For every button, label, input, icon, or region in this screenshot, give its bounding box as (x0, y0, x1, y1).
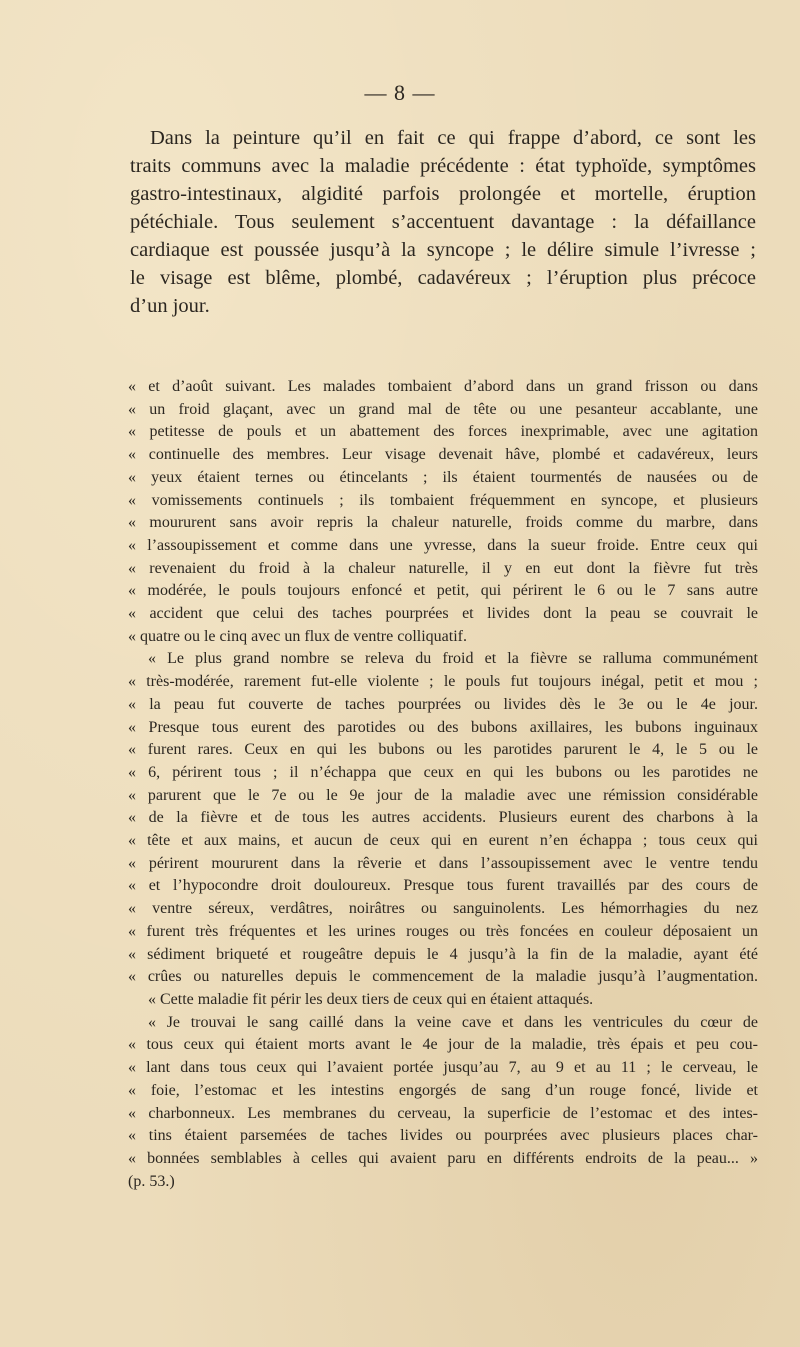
quote-line: « de la fièvre et de tous les autres accidents. Plusieurs eurent des charbons à la (128, 809, 758, 827)
quote-line: « sédiment briqueté et rougeâtre depuis le 4 jusqu’à la fin de la maladie, ayant été (128, 945, 758, 963)
quote-line: « moururent sans avoir repris la chaleur naturelle, froids comme du marbre, dans (128, 514, 758, 532)
quote-line: « Le plus grand nombre se releva du froid et la fièvre se ralluma communément (148, 650, 758, 668)
quote-line: « très-modérée, rarement fut-elle violente ; le pouls fut toujours inégal, petit et mou ; (128, 673, 758, 691)
intro-line: le visage est blême, plombé, cadavéreux ; l’éruption plus précoce (130, 267, 756, 289)
quote-line: « tins étaient parsemées de taches livides ou pourprées avec plusieurs places char- (128, 1127, 758, 1145)
quote-line: « revenaient du froid à la chaleur naturelle, il y en eut dont la fièvre fut très (128, 559, 758, 577)
quote-line: « crûes ou naturelles depuis le commencement de la maladie jusqu’à l’augmentation. (128, 968, 758, 986)
quote-line: « modérée, le pouls toujours enfoncé et petit, qui périrent le 6 ou le 7 sans autre (128, 582, 758, 600)
quote-line: « accident que celui des taches pourprées et livides dont la peau se couvrait le (128, 605, 758, 623)
quote-line: « tous ceux qui étaient morts avant le 4e jour de la maladie, très épais et peu cou- (128, 1036, 758, 1054)
quote-line: « et l’hypocondre droit douloureux. Presque tous furent travaillés par des cours de (128, 877, 758, 895)
quoted-passage (128, 376, 758, 1193)
quote-line: « la peau fut couverte de taches pourprées ou livides dès le 3e ou le 4e jour. (128, 695, 758, 713)
page-number: — 8 — (364, 80, 436, 105)
quote-line: « continuelle des membres. Leur visage devenait hâve, plombé et cadavéreux, leurs (128, 446, 758, 464)
quote-line: « petitesse de pouls et un abattement des forces inexprimable, avec une agitation (128, 423, 758, 441)
quote-line: « parurent que le 7e ou le 9e jour de la maladie avec une rémission considérable (128, 786, 758, 804)
quote-line: « furent très fréquentes et les urines rouges ou très foncées en couleur déposaient un (128, 922, 758, 940)
intro-line: cardiaque est poussée jusqu’à la syncope ; le délire simule l’ivresse ; (130, 239, 756, 261)
quote-line: « foie, l’estomac et les intestins engorgés de sang d’un rouge foncé, livide et (128, 1081, 758, 1099)
intro-line: traits communs avec la maladie précédente : état typhoïde, symptômes (130, 155, 756, 177)
intro-line: Dans la peinture qu’il en fait ce qui frappe d’abord, ce sont les (150, 127, 756, 149)
quote-line: « furent rares. Ceux en qui les bubons ou les parotides parurent le 4, le 5 ou le (128, 741, 758, 759)
quote-line: « un froid glaçant, avec un grand mal de tête ou une pesanteur accablante, une (128, 400, 758, 418)
quote-line: « Presque tous eurent des parotides ou des bubons axillaires, les bubons inguinaux (128, 718, 758, 736)
quote-line: « périrent moururent dans la rêverie et dans l’assoupissement avec le ventre tendu (128, 854, 758, 872)
quote-line: « ventre séreux, verdâtres, noirâtres ou sanguinolents. Les hémorrhagies du nez (128, 900, 758, 918)
quote-line: « charbonneux. Les membranes du cerveau, la superficie de l’estomac et des intes- (128, 1104, 758, 1122)
intro-paragraph (130, 124, 756, 320)
quote-line: « et d’août suivant. Les malades tombaient d’abord dans un grand frisson ou dans (128, 378, 758, 395)
intro-line: gastro-intestinaux, algidité parfois prolongée et mortelle, éruption (130, 183, 756, 205)
quote-line: « l’assoupissement et comme dans une yvresse, dans la sueur froide. Entre ceux qui (128, 536, 758, 554)
quote-line: « tête et aux mains, et aucun de ceux qui en eurent n’en échappa ; tous ceux qui (128, 832, 758, 850)
quote-line: « vomissements continuels ; ils tombaient fréquemment en syncope, et plusieurs (128, 491, 758, 509)
intro-line: d’un jour. (130, 295, 210, 317)
quote-line: « lant dans tous ceux qui l’avaient portée jusqu’au 7, au 9 et au 11 ; le cerveau, le (128, 1059, 758, 1077)
quote-line: « 6, périrent tous ; il n’échappa que ceux en qui les bubons ou les parotides ne (128, 763, 758, 781)
quote-line: « Cette maladie fit périr les deux tiers de ceux qui en étaient attaqués. (148, 990, 594, 1008)
quote-line: « Je trouvai le sang caillé dans la veine cave et dans les ventricules du cœur de (148, 1013, 758, 1031)
quote-line: « yeux étaient ternes ou étincelants ; ils étaient tourmentés de nausées ou de (128, 468, 758, 486)
quote-line: « bonnées semblables à celles qui avaient paru en différents endroits de la peau... » (128, 1149, 758, 1167)
quote-line: « quatre ou le cinq avec un flux de ventre colliquatif. (128, 627, 467, 645)
intro-line: pétéchiale. Tous seulement s’accentuent davantage : la défaillance (130, 211, 756, 233)
citation: (p. 53.) (128, 1172, 175, 1190)
